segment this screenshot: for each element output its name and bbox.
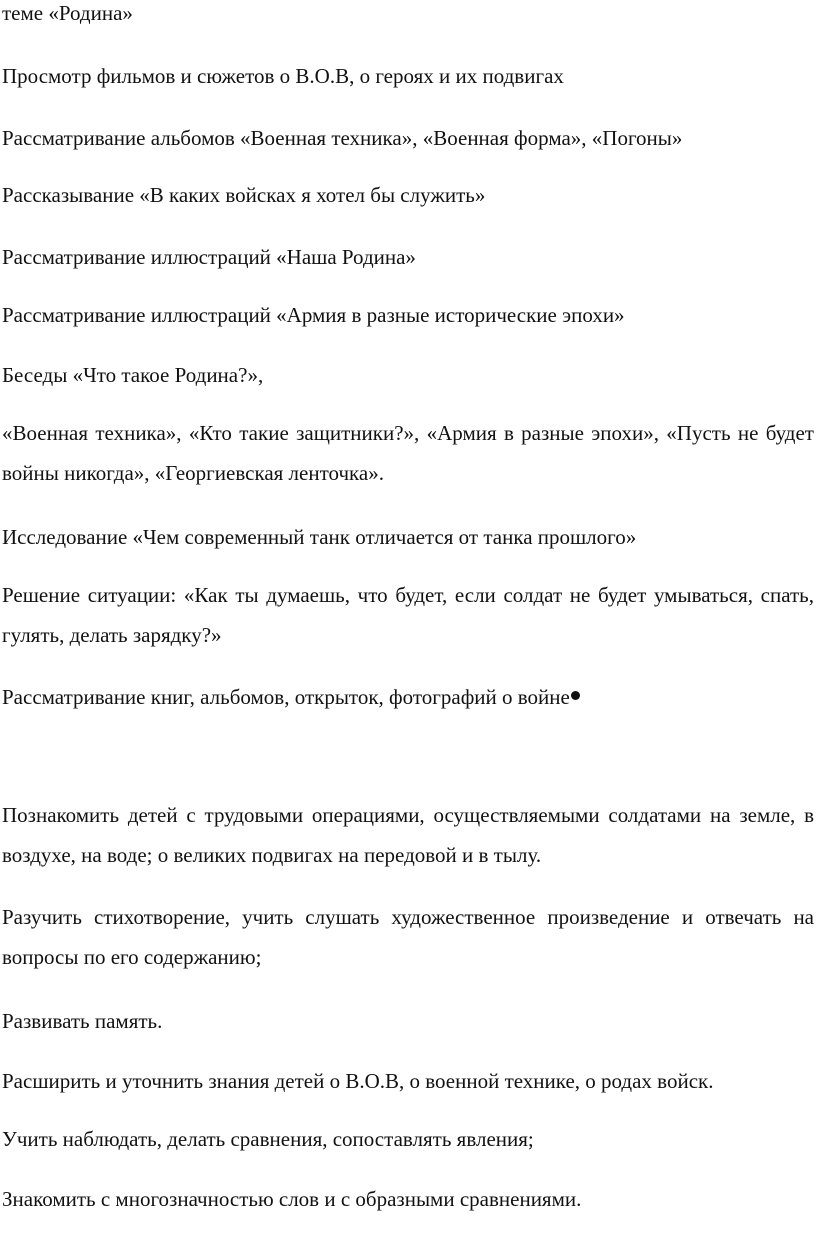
paragraph-polysemy: Знакомить с многозначностью слов и с образными сравнениями. — [2, 1187, 582, 1211]
paragraph-situation: Решение ситуации: «Как ты думаешь, что будет, если солдат не будет умываться, спать, гулять, делать зарядку?» — [2, 583, 814, 647]
paragraph-knowledge: Расширить и уточнить знания детей о В.О.В, о военной технике, о родах войск. — [2, 1069, 714, 1093]
paragraph-illustrations-army: Рассматривание иллюстраций «Армия в разные исторические эпохи» — [2, 303, 625, 327]
paragraph-storytelling: Рассказывание «В каких войсках я хотел бы служить» — [2, 183, 486, 207]
paragraph-films: Просмотр фильмов и сюжетов о В.О.В, о героях и их подвигах — [2, 64, 564, 88]
paragraph-labor-operations: Познакомить детей с трудовыми операциями, осуществляемыми солдатами на земле, в воздухе, на воде; о великих подвигах на передовой и в тылу. — [2, 803, 814, 867]
paragraph-books — [2, 677, 814, 717]
paragraph-research: Исследование «Чем современный танк отличается от танка прошлого» — [2, 525, 637, 549]
paragraph-albums: Рассматривание альбомов «Военная техника», «Военная форма», «Погоны» — [2, 126, 683, 150]
paragraph-topic: теме «Родина» — [2, 1, 133, 25]
paragraph-memory: Развивать память. — [2, 1009, 163, 1033]
paragraph-observe: Учить наблюдать, делать сравнения, сопоставлять явления; — [2, 1127, 534, 1151]
paragraph-books-text: Рассматривание книг, альбомов, открыток, фотографий о войне — [2, 685, 570, 709]
paragraph-conversations: Беседы «Что такое Родина?», — [2, 363, 264, 387]
paragraph-illustrations-homeland: Рассматривание иллюстраций «Наша Родина» — [2, 245, 416, 269]
paragraph-poem: Разучить стихотворение, учить слушать художественное произведение и отвечать на вопросы по его содержанию; — [2, 905, 814, 969]
paragraph-conversation-topics: «Военная техника», «Кто такие защитники?», «Армия в разные эпохи», «Пусть не будет войны никогда», «Георгиевская ленточка». — [2, 421, 814, 485]
bullet-icon — [571, 691, 580, 700]
